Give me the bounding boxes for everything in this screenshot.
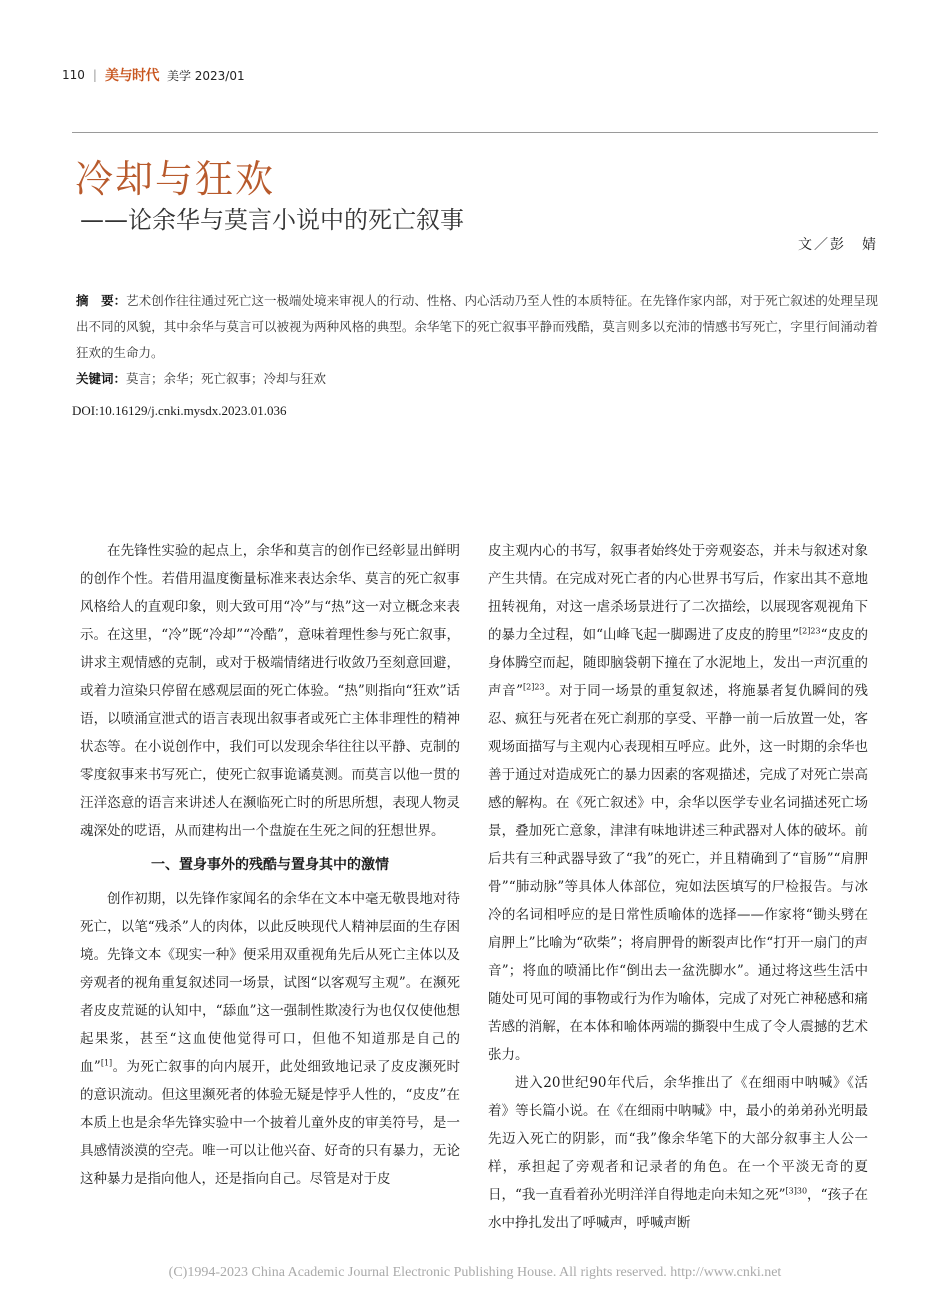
issue-label: 美学 2023/01	[166, 68, 245, 83]
body-column-right	[488, 537, 868, 1237]
doi: DOI:10.16129/j.cnki.mysdx.2023.01.036	[72, 403, 287, 418]
citation: [2]23	[523, 682, 545, 692]
running-header	[62, 64, 245, 86]
article-title: 冷却与狂欢	[75, 157, 276, 201]
abstract-body: 艺术创作往往通过死亡这一极端处境来审视人的行动、性格、内心活动乃至人性的本质特征。在先锋作家内部，对于死亡叙述的处理呈现出不同的风貌，其中余华与莫言可以被视为两种风格的典型。余华笔下的死亡叙事平静而残酷，莫言则多以充沛的情感书写死亡，字里行间涌动着狂欢的生命力。	[76, 293, 878, 360]
header-separator: |	[92, 68, 97, 82]
page-number: 110	[62, 68, 85, 82]
paragraph-text: 皮主观内心的书写，叙事者始终处于旁观姿态，并未与叙述对象产生共情。在完成对死亡者的内心世界书写后，作家出其不意地扭转视角，对这一虐杀场景进行了二次描绘，以展现客观视角下的暴力全过程，如“山峰飞起一脚踢进了皮皮的胯里”	[488, 543, 868, 643]
section-heading: 一、置身事外的残酷与置身其中的激情	[151, 857, 389, 873]
paragraph	[488, 1069, 868, 1237]
paragraph-text: 。对于同一场景的重复叙述，将施暴者复仇瞬间的残忍、疯狂与死者在死亡刹那的享受、平静一前一后放置一处，客观场面描写与主观内心表现相互呼应。此外，这一时期的余华也善于通过对造成死亡的暴力因素的客观描述，完成了对死亡崇高感的解构。在《死亡叙述》中，余华以医学专业名词描述死亡场景，叠加死亡意象，津津有味地讲述三种武器对人体的破坏。前后共有三种武器导致了“我”的死亡，并且精确到了“盲肠”“肩胛骨”“肺动脉”等具体人体部位，宛如法医填写的尸检报告。与冰冷的名词相呼应的是日常性质喻体的选择——作家将“锄头劈在肩胛上”比喻为“砍柴”；将肩胛骨的断裂声比作“打开一扇门的声音”；将血的喷涌比作“倒出去一盆洗脚水”。通过将这些生活中随处可见可闻的事物或行为作为喻体，完成了对死亡神秘感和痛苦感的消解，在本体和喻体两端的撕裂中生成了令人震撼的艺术张力。	[488, 683, 868, 1063]
paragraph-text: 进入20世纪90年代后，余华推出了《在细雨中呐喊》《活着》等长篇小说。在《在细雨中呐喊》中，最小的弟弟孙光明最先迈入死亡的阴影，而“我”像余华笔下的大部分叙事主人公一样，承担起了旁观者和记录者的角色。在一个平淡无奇的夏日，“我一直看着孙光明洋洋自得地走向未知之死”	[488, 1075, 868, 1203]
journal-logo: 美与时代	[104, 68, 159, 84]
body-column-left	[80, 537, 460, 1193]
paragraph: 在先锋性实验的起点上，余华和莫言的创作已经彰显出鲜明的创作个性。若借用温度衡量标准来表达余华、莫言的死亡叙事风格给人的直观印象，则大致可用“冷”与“热”这一对立概念来表示。在这里，“冷”既“冷却”“冷酷”，意味着理性参与死亡叙事，讲求主观情感的克制，或对于极端情绪进行收敛乃至刻意回避，或着力渲染只停留在感观层面的死亡体验。“热”则指向“狂欢”话语，以喷涌宣泄式的语言表现出叙事者或死亡主体非理性的精神状态等。在小说创作中，我们可以发现余华往往以平静、克制的零度叙事来书写死亡，使死亡叙事诡谲莫测。而莫言以他一贯的汪洋恣意的语言来讲述人在濒临死亡时的所思所想，表现人物灵魂深处的呓语，从而建构出一个盘旋在生死之间的狂想世界。	[80, 543, 460, 839]
paragraph	[80, 885, 460, 1193]
paragraph-text: ，“孩子在水中挣扎发出了呼喊声，呼喊声断	[488, 1187, 868, 1231]
keywords-label: 关键词：	[76, 371, 127, 386]
article-subtitle: ——论余华与莫言小说中的死亡叙事	[80, 206, 464, 234]
header-rule	[72, 132, 878, 133]
citation: [1]	[100, 1058, 113, 1068]
author-line: 文／彭 婧	[798, 237, 878, 253]
keywords-text: 莫言；余华；死亡叙事；冷却与狂欢	[126, 371, 327, 386]
citation: [2]23	[799, 626, 821, 636]
copyright-footer: (C)1994-2023 China Academic Journal Electronic Publishing House. All rights reserved. http://www.cnki.net	[168, 1265, 782, 1280]
paragraph	[488, 537, 868, 1069]
keywords-line	[76, 366, 878, 392]
abstract-block	[76, 288, 878, 392]
abstract-text	[76, 288, 878, 366]
citation: [3]30	[785, 1186, 808, 1196]
paragraph-text: 创作初期，以先锋作家闻名的余华在文本中毫无敬畏地对待死亡，以笔“残杀”人的肉体，以此反映现代人精神层面的生存困境。先锋文本《现实一种》便采用双重视角先后从死亡主体以及旁观者的视角重复叙述同一场景，试图“以客观写主观”。在濒死者皮皮荒诞的认知中，“舔血”这一强制性欺凌行为也仅仅使他想起果浆，甚至“这血使他觉得可口，但他不知道那是自己的血”	[80, 891, 460, 1075]
abstract-label: 摘 要：	[76, 293, 127, 308]
paragraph-text: 。为死亡叙事的向内展开，此处细致地记录了皮皮濒死时的意识流动。但这里濒死者的体验无疑是悖乎人性的，“皮皮”在本质上也是余华先锋实验中一个披着儿童外皮的审美符号，是一具感情淡漠的空壳。唯一可以让他兴奋、好奇的只有暴力，无论这种暴力是指向他人，还是指向自己。尽管是对于皮	[80, 1059, 461, 1187]
paragraph-text: “皮皮的身体腾空而起，随即脑袋朝下撞在了水泥地上，发出一声沉重的声音”	[488, 627, 868, 699]
